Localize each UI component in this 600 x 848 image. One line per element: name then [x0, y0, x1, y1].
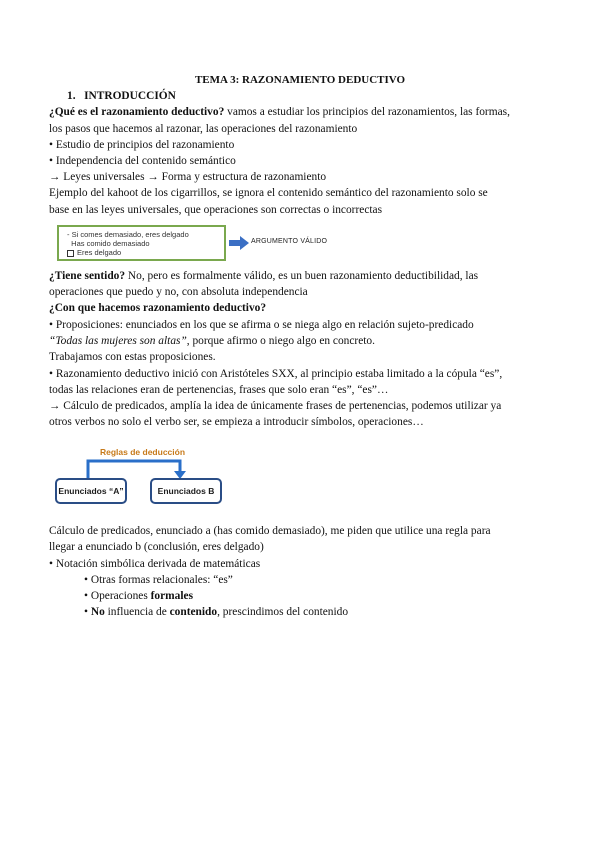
question-2: ¿Tiene sentido? No, pero es formalmente válido, es un buen razonamiento deductibilidad, las — [49, 270, 479, 282]
question-1-rest: vamos a estudiar los principios del razonamientos, las formas, — [224, 106, 510, 118]
paragraph-line: otros verbos no solo el verbo ser, se empieza a introducir símbolos, operaciones… — [49, 416, 424, 428]
node-enunciados-b: Enunciados B — [150, 478, 222, 504]
paragraph-line: todas las relaciones eran de pertenencias, frases que solo eran “es”, “es”… — [49, 384, 389, 396]
paragraph-line: → Cálculo de predicados, amplía la idea de únicamente frases de pertenencias, podemos utilizar ya — [49, 400, 502, 412]
paragraph-line: llegar a enunciado b (conclusión, eres delgado) — [49, 541, 264, 553]
conclusion: Eres delgado — [67, 248, 121, 257]
example-proposition: “Todas las mujeres son altas”, porque afirmo o niego algo en concreto. — [49, 335, 375, 347]
question-3: ¿Con que hacemos razonamiento deductivo? — [49, 302, 267, 314]
question-1-bold: ¿Qué es el razonamiento deductivo? — [49, 106, 225, 118]
bullet-item: • Proposiciones: enunciados en los que se afirma o se niega algo en relación sujeto-predicado — [49, 319, 474, 331]
paragraph-line: Trabajamos con estas proposiciones. — [49, 351, 216, 363]
sub-bullet-item: • Otras formas relacionales: “es” — [84, 574, 233, 586]
bullet-item: • Estudio de principios del razonamiento — [49, 139, 235, 151]
paragraph-line: base en las leyes universales, que operaciones son correctas o incorrectas — [49, 204, 383, 216]
paragraph-line: Cálculo de predicados, enunciado a (has comido demasiado), me piden que utilice una regla para — [49, 525, 491, 537]
sub-bullet-item: • Operaciones formales — [84, 590, 194, 602]
doc-title: TEMA 3: RAZONAMIENTO DEDUCTIVO — [194, 74, 406, 86]
valid-argument-label: ARGUMENTO VÁLIDO — [251, 238, 328, 245]
question-1 — [49, 104, 569, 120]
section-title: INTRODUCCIÓN — [84, 90, 176, 102]
checkbox-icon — [67, 250, 74, 257]
section-number: 1. — [67, 90, 76, 102]
paragraph-line: operaciones que puedo y no, con absoluta independencia — [49, 286, 308, 298]
bullet-item: • Notación simbólica derivada de matemáticas — [49, 558, 261, 570]
sub-bullet-item: • No influencia de contenido, prescindimos del contenido — [84, 606, 349, 618]
deduction-flow-diagram — [55, 445, 235, 505]
paragraph-line: Ejemplo del kahoot de los cigarrillos, se ignora el contenido semántico del razonamiento solo se — [49, 187, 488, 199]
right-arrow-icon — [228, 236, 250, 250]
premise-2: Has comido demasiado — [71, 239, 150, 248]
bullet-item: • Razonamiento deductivo inició con Aristóteles SXX, al principio estaba limitado a la cópula “es”, — [49, 368, 503, 380]
section-heading — [67, 88, 587, 104]
paragraph-line: → Leyes universales → Forma y estructura de razonamiento — [49, 171, 327, 183]
node-enunciados-a: Enunciados “A” — [55, 478, 127, 504]
paragraph-line: los pasos que hacemos al razonar, las operaciones del razonamiento — [49, 123, 358, 135]
syllogism-example-box — [57, 225, 226, 261]
bullet-item: • Independencia del contenido semántico — [49, 155, 236, 167]
premise-1: - Si comes demasiado, eres delgado — [67, 230, 189, 239]
rules-label: Reglas de deducción — [100, 447, 186, 457]
